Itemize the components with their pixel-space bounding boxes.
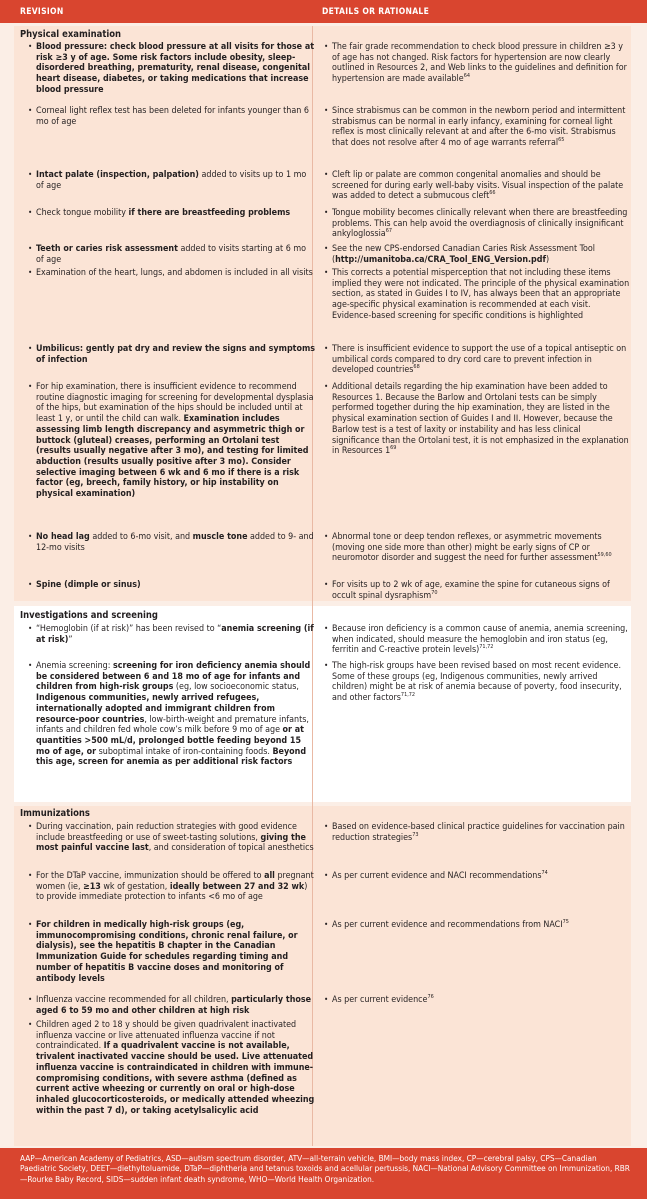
rationale-umbilicus: • There is insufficient evidence to support the use of a topical antiseptic on umbilical cords compared to dry cord care to prevent infection in developed countries$^{68}$: [322, 344, 630, 376]
revision-blood-pressure: • Blood pressure: check blood pressure at all visits for those at risk ≥3 y of age. Some risk factors include obesity, sleep-disordered breathing, prematurity, renal disease, congenital heart disease, diabetes, or taking medications that increase blood pressure: [26, 42, 316, 96]
rationale-hemoglobin: • Because iron deficiency is a common cause of anemia, anemia screening, when indicated, should measure the hemoglobin and iron status (eg, ferritin and C-reactive protein levels)$^{71,72}$: [322, 624, 630, 656]
revision-quadrivalent: • Children aged 2 to 18 y should be given quadrivalent inactivated influenza vaccine or live attenuated influenza vaccine if not contraindicated. If a quadrivalent vaccine is not available, trivalent inactivated vaccine should be used. Live attenuated influenza vaccine is contraindicated in children with immune-compromising conditions, with severe asthma (defined as current active wheezing or currently on oral or high-dose inhaled glucocorticosteroids, or medically attended wheezing within the past 7 d), or taking acetylsalicylic acid: [26, 1020, 316, 1116]
details-column-header: DETAILS OR RATIONALE: [322, 7, 430, 17]
revision-spine: • Spine (dimple or sinus): [26, 580, 316, 591]
revision-hepatitis-b: • For children in medically high-risk groups (eg, immunocompromising conditions, chronic renal failure, or dialysis), see the hepatitis B chapter in the Canadian Immunization Guide for schedules regarding timing and number of hepatitis B vaccine doses and monitoring of antibody levels: [26, 920, 316, 984]
revision-head-lag: • No head lag added to 6-mo visit, and muscle tone added to 9- and 12-mo visits: [26, 532, 316, 553]
revision-palate: • Intact palate (inspection, palpation) added to visits up to 1 mo of age: [26, 170, 316, 191]
abbreviations-footnote: AAP—American Academy of Pediatrics, ASD—autism spectrum disorder, ATV—all-terrain vehicle, BMI—body mass index, CP—cerebral palsy, CPS—Canadian Paediatric Society, DEET—diethyltoluamide, DTaP—diphtheria and tetanus toxoids and acellular pertussis, NACI—National Advisory Committee on Immunization, RBR—Rourke Baby Record, SIDS—sudden infant death syndrome, WHO—World Health Organization.: [20, 1153, 630, 1184]
revision-corneal-reflex: • Corneal light reflex test has been deleted for infants younger than 6 mo of age: [26, 106, 316, 127]
rationale-head-lag: • Abnormal tone or deep tendon reflexes, or asymmetric movements (moving one side more than other) might be early signs of CP or neuromotor disorder and suggest the need for further assessment$^{59,60}$: [322, 532, 630, 564]
revision-anemia-screening: • Anemia screening: screening for iron deficiency anemia should be considered between 6 and 18 mo of age for infants and children from high-risk groups (eg, low socioeconomic status, Indigenous communities, newly arrived refugees, internationally adopted and immigrant children from resource-poor countries, low-birth-weight and premature infants, infants and children fed whole cow’s milk before 9 mo of age or at quantities >500 mL/d, prolonged bottle feeding beyond 15 mo of age, or suboptimal intake of iron-containing foods. Beyond this age, screen for anemia as per additional risk factors: [26, 661, 316, 768]
rationale-teeth: • See the new CPS-endorsed Canadian Caries Risk Assessment Tool (http://umanitoba.ca/CRA_Tool_ENG_Version.pdf): [322, 244, 630, 265]
rationale-anemia-screening: • The high-risk groups have been revised based on most recent evidence. Some of these groups (eg, Indigenous communities, newly arrived children) might be at risk of anemia because of poverty, food insecurity, and other factors$^{71,72}$: [322, 661, 630, 704]
rationale-pain-reduction: • Based on evidence-based clinical practice guidelines for vaccination pain reduction strategies$^{73}$: [322, 822, 630, 843]
rationale-dtap: • As per current evidence and NACI recommendations$^{74}$: [322, 871, 630, 882]
revision-teeth: • Teeth or caries risk assessment added to visits starting at 6 mo of age: [26, 244, 316, 265]
section-title-investigations: Investigations and screening: [20, 610, 158, 621]
revision-hip: • For hip examination, there is insufficient evidence to recommend routine diagnostic imaging for screening for developmental dysplasia of the hips, but examination of the hips should be included until at least 1 y, or until the child can walk. Examination includes assessing limb length discrepancy and asymmetric thigh or buttock (gluteal) creases, performing an Ortolani test (results usually negative after 3 mo), and testing for limited abduction (results usually positive after 3 mo). Consider selective imaging between 6 wk and 6 mo if there is a risk factor (eg, breech, family history, or hip instability on physical examination): [26, 382, 316, 500]
revision-influenza: • Influenza vaccine recommended for all children, particularly those aged 6 to 59 mo and other children at high risk: [26, 995, 316, 1016]
rationale-blood-pressure: • The fair grade recommendation to check blood pressure in children ≥3 y of age has not changed. Risk factors for hypertension are now clearly outlined in Resources 2, and Web links to the guidelines and definition for hypertension are made available$^{64}$: [322, 42, 630, 85]
revision-dtap: • For the DTaP vaccine, immunization should be offered to all pregnant women (ie, ≥13 wk of gestation, ideally between 27 and 32 wk) to provide immediate protection to infants <6 mo of age: [26, 871, 316, 903]
revision-column-header: REVISION: [20, 7, 64, 17]
section-title-immunizations: Immunizations: [20, 808, 90, 819]
rationale-heart-lungs: • This corrects a potential misperception that not including these items implied they were not indicated. The principle of the physical examination section, as stated in Guides I to IV, has always been that an appropriate age-specific physical examination is recommended at each visit. Evidence-based screening for specific conditions is highlighted: [322, 268, 630, 322]
rationale-palate: • Cleft lip or palate are common congenital anomalies and should be screened for during early well-baby visits. Visual inspection of the palate was added to detect a submucous cleft$^{66}$: [322, 170, 630, 202]
section-title-physical: Physical examination: [20, 29, 122, 40]
rationale-influenza: • As per current evidence$^{76}$: [322, 995, 630, 1006]
revision-tongue: • Check tongue mobility if there are breastfeeding problems: [26, 208, 316, 219]
revision-umbilicus: • Umbilicus: gently pat dry and review the signs and symptoms of infection: [26, 344, 316, 365]
rationale-hepatitis-b: • As per current evidence and recommendations from NACI$^{75}$: [322, 920, 630, 931]
revision-hemoglobin: • “Hemoglobin (if at risk)” has been revised to “anemia screening (if at risk)”: [26, 624, 316, 645]
table-header: [0, 0, 647, 23]
rationale-corneal-reflex: • Since strabismus can be common in the newborn period and intermittent strabismus can be normal in early infancy, examining for corneal light reflex is most clinically relevant at and after the 6-mo visit. Strabismus that does not resolve after 4 mo of age warrants referral$^{65}$: [322, 106, 630, 149]
rationale-spine: • For visits up to 2 wk of age, examine the spine for cutaneous signs of occult spinal dysraphism$^{70}$: [322, 580, 630, 601]
footnote-bar: [0, 1148, 647, 1199]
rationale-tongue: • Tongue mobility becomes clinically relevant when there are breastfeeding problems. This can help avoid the overdiagnosis of clinically insignificant ankyloglossia$^{67}$: [322, 208, 630, 240]
revision-pain-reduction: • During vaccination, pain reduction strategies with good evidence include breastfeeding or use of sweet-tasting solutions, giving the most painful vaccine last, and consideration of topical anesthetics: [26, 822, 316, 854]
rationale-hip: • Additional details regarding the hip examination have been added to Resources 1. Because the Barlow and Ortolani tests can be simply performed together during the hip examination, they are listed in the physical examination section of Guides I and II. However, because the Barlow test is a test of laxity or instability and has less clinical significance than the Ortolani test, it is not emphasized in the explanation in Resources $1^{69}$: [322, 382, 630, 457]
revision-heart-lungs: • Examination of the heart, lungs, and abdomen is included in all visits: [26, 268, 316, 279]
